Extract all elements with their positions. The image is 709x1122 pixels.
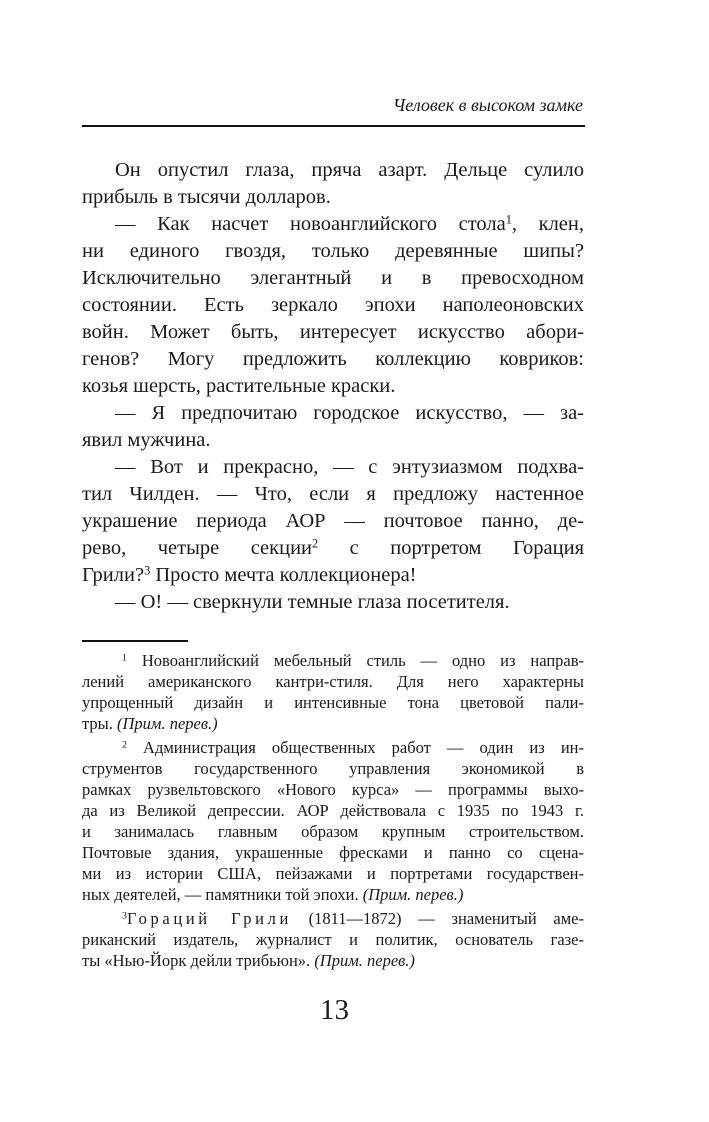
body-line: — Я предпочитаю городское искусство, — за-	[115, 402, 584, 424]
body-line: украшение периода АОР — почтовое панно, де-	[82, 510, 584, 532]
body-line	[82, 535, 584, 562]
footnote-1-line	[82, 713, 584, 734]
person-name: Гораций Грили	[126, 909, 292, 928]
body-line: Исключительно элегантный и в превосходном	[82, 267, 584, 289]
body-line: состоянии. Есть зеркало эпохи наполеоновских	[82, 294, 584, 316]
body-line: войн. Может быть, интересует искусство абори-	[82, 321, 584, 343]
footnote-3-line	[82, 950, 584, 971]
body-line: прибыль в тысячи долларов.	[82, 186, 331, 208]
text: Просто мечта коллекционера!	[150, 564, 417, 586]
footnote-2-line: и занималась главным образом крупным строительством.	[82, 822, 584, 841]
text: тры.	[82, 714, 113, 733]
footnote-3-line: риканский издатель, журналист и политик, основатель газе-	[82, 930, 584, 949]
text: с портретом Горация	[318, 537, 584, 559]
running-head: Человек в высоком замке	[392, 95, 583, 115]
text: ных деятелей, — памятники той эпохи.	[82, 885, 359, 904]
text: Администрация общественных работ — один из ин-	[143, 738, 584, 757]
footnote-2-line	[82, 884, 584, 905]
footnote-2-line	[82, 737, 584, 758]
body-line: — Вот и прекрасно, — с энтузиазмом подхва-	[115, 456, 584, 478]
body-line: Он опустил глаза, пряча азарт. Дельце сулило	[115, 159, 584, 181]
footnote-ref-3[interactable]: 3	[144, 563, 151, 578]
footnote-1-line: лений американского кантри-стиля. Для него характерны	[82, 672, 584, 691]
body-line: — О! — сверкнули темные глаза посетителя.	[115, 591, 510, 613]
body-line: генов? Могу предложить коллекцию ковриков:	[82, 348, 584, 370]
footnote-2-line: струментов государственного управления экономикой в	[82, 759, 584, 778]
footnote-3-line	[82, 908, 584, 929]
translator-note: (Прим. перев.)	[362, 885, 464, 904]
body-line: козья шерсть, растительные краски.	[82, 375, 396, 397]
footnote-2-line: ми из истории США, пейзажами и портретами государствен-	[82, 864, 584, 883]
text: рево, четыре секции	[82, 537, 313, 559]
text: Новоанглийский мебельный стиль — одно из направ-	[141, 651, 584, 670]
footnote-2-line: рамках рузвельтовского «Нового курса» — программы выхо-	[82, 780, 584, 799]
footnote-rule	[82, 640, 188, 642]
footnote-marker: 1	[122, 652, 127, 664]
text: (1811—1872) — знаменитый аме-	[308, 909, 584, 928]
translator-note: (Прим. перев.)	[117, 714, 218, 733]
page-number: 13	[320, 994, 349, 1026]
footnote-ref-2[interactable]: 2	[312, 536, 319, 551]
body-line: тил Чилден. — Что, если я предложу настенное	[82, 483, 584, 505]
translator-note: (Прим. перев.)	[314, 951, 415, 970]
footnote-marker: 3	[122, 910, 127, 922]
footnote-1-line	[82, 650, 584, 671]
body-line	[82, 211, 584, 238]
header-rule	[82, 125, 585, 127]
footnote-2-line: Почтовые здания, украшенные фресками и панно со сцена-	[82, 843, 584, 862]
footnote-ref-1[interactable]: 1	[505, 212, 512, 227]
footnote-marker: 2	[122, 739, 127, 751]
text: — Как насчет новоанглийского стола	[115, 213, 506, 235]
text: , клен,	[511, 213, 584, 235]
body-line: явил мужчина.	[82, 429, 211, 451]
body-line: ни единого гвоздя, только деревянные шипы?	[82, 240, 584, 262]
footnote-2-line: да из Великой депрессии. АОР действовала с 1935 по 1943 г.	[82, 801, 584, 820]
body-line	[82, 562, 584, 589]
text: Грили?	[82, 564, 145, 586]
text: ты «Нью-Йорк дейли трибьюн».	[82, 951, 311, 970]
footnote-1-line: упрощенный дизайн и интенсивные тона цветовой пали-	[82, 693, 584, 712]
